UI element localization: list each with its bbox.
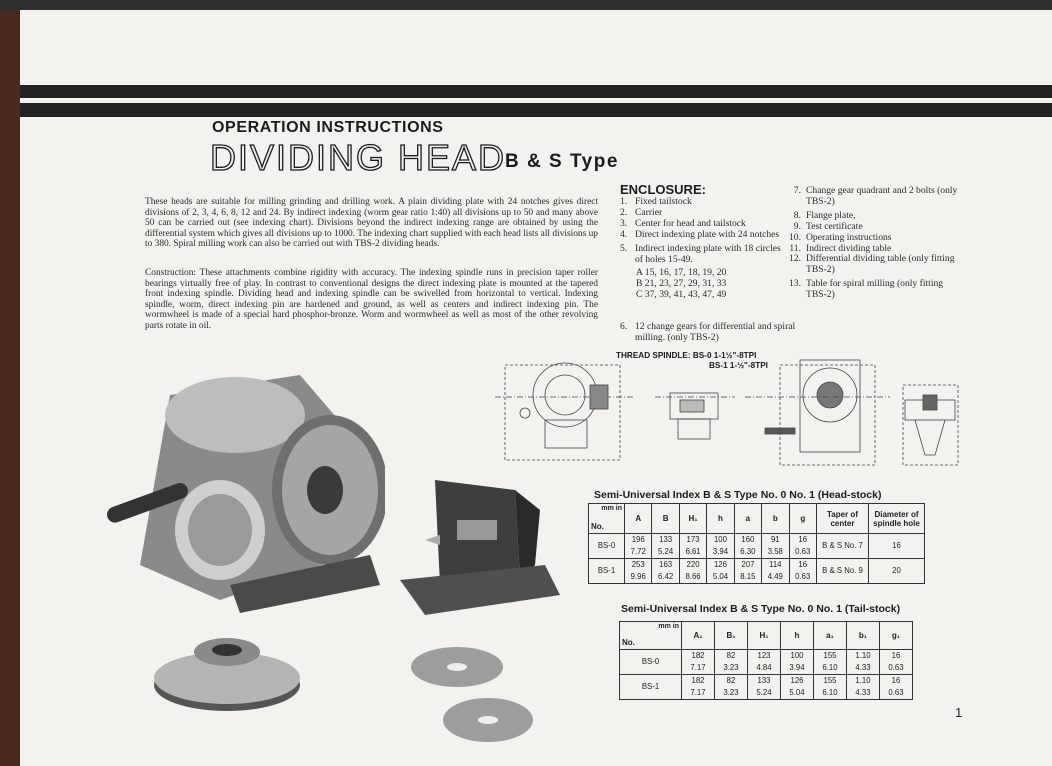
column-header: h <box>781 622 814 650</box>
table-row: BS-1 253 9.96 163 6.42 220 8.66 126 5.04 207 8.15 114 4.49 16 0.63 B & S No. 9 20 <box>589 559 925 584</box>
hole-circle-row: A 15, 16, 17, 18, 19, 20 <box>636 267 727 279</box>
list-item: 9. Test certificate <box>793 220 863 232</box>
header-stripe-top <box>20 85 1052 98</box>
list-item: 5. Indirect indexing plate with 18 circles of holes 15-49. <box>620 242 781 265</box>
table-corner: mm in No. <box>620 622 682 650</box>
table-corner: mm in No. <box>589 504 625 534</box>
tailstock-dimension-table <box>619 621 913 700</box>
column-header: H₁ <box>679 504 706 534</box>
headstock-table-title: Semi-Universal Index B & S Type No. 0 No. 1 (Head-stock) <box>594 489 882 501</box>
indexing-plate-photo <box>410 645 535 750</box>
column-header: B <box>652 504 679 534</box>
list-item: 12. Differential dividing table (only fitting TBS-2) <box>789 253 955 276</box>
column-header: g <box>789 504 816 534</box>
column-header: a <box>734 504 761 534</box>
list-item: 3. Center for head and tailstock <box>620 217 746 229</box>
thread-line-1: THREAD SPINDLE: BS-0 1-1½"-8TPI <box>616 351 757 360</box>
list-item: 6. 12 change gears for differential and spiral milling. (only TBS-2) <box>620 321 796 343</box>
tailstock-photo <box>395 470 565 620</box>
column-header: b <box>762 504 789 534</box>
enclosure-heading: ENCLOSURE: <box>620 182 706 197</box>
enclosure-list-item6 <box>620 322 800 344</box>
page-number: 1 <box>955 705 963 720</box>
column-header: a₁ <box>814 622 847 650</box>
column-header: g₁ <box>880 622 913 650</box>
hole-circle-row: B 21, 23, 27, 29, 31, 33 <box>636 278 727 290</box>
column-header: Diameter of spindle hole <box>869 504 925 534</box>
list-item: 8. Flange plate, <box>793 209 856 221</box>
list-item: 2. Carrier <box>620 206 663 218</box>
table-row: BS-0 196 7.72 133 5.24 173 6.61 100 3.94 160 6.30 91 3.58 16 0.63 B & S No. 7 16 <box>589 534 925 559</box>
list-item: 7. Change gear quadrant and 2 bolts (only TBS-2) <box>793 185 958 207</box>
top-edge <box>0 0 1052 10</box>
column-header: A₁ <box>682 622 715 650</box>
column-header: b₁ <box>847 622 880 650</box>
table-row: BS-1 182 7.17 82 3.23 133 5.24 126 5.04 155 6.10 1.10 4.33 16 0.63 <box>620 675 913 700</box>
tailstock-table-title: Semi-Universal Index B & S Type No. 0 No. 1 (Tail-stock) <box>621 603 901 615</box>
column-header: h <box>707 504 734 534</box>
list-item: 4. Direct indexing plate with 24 notches <box>620 228 780 240</box>
headstock-dimension-table <box>588 503 925 584</box>
list-item: 10. Operating instructions <box>789 231 892 243</box>
column-header: H₁ <box>748 622 781 650</box>
hole-circle-row: C 37, 39, 41, 43, 47, 49 <box>636 289 727 301</box>
list-item: 11. Indirect dividing table <box>789 242 892 254</box>
column-header: A <box>625 504 652 534</box>
flange-plate-photo <box>150 630 305 715</box>
enclosure-list-right <box>786 186 961 301</box>
operation-heading: OPERATION INSTRUCTIONS <box>212 119 444 136</box>
book-spine <box>0 0 20 766</box>
column-header: B₁ <box>715 622 748 650</box>
dividing-head-photo <box>100 355 385 615</box>
header-stripe-bottom <box>20 103 1052 117</box>
list-item: 1. Fixed tailstock <box>620 196 692 207</box>
type-subtitle: B & S Type <box>505 151 619 172</box>
list-item: 13. Table for spiral milling (only fitting TBS-2) <box>789 278 944 301</box>
technical-drawing <box>495 345 965 475</box>
construction-paragraph: Construction: These attachments combine rigidity with accuracy. The indexing spindle runs in precision taper roller bearings virtually free of play. In contrast to conventional designs the direct indexing plate is mounted at the tapered front indexing spindle. Dividing head and indexing spindle can be swivelled from horizontal to vertical. Indexing spindle, worm, direct indexing pin are hardened and ground, as well as centers and indirect indexing pin. The wormwheel is made of a special hard phosphor-bronze. Worm and wormwheel as well as most of the other revolving parts rotate in oil. <box>145 268 598 331</box>
page-title: DIVIDING HEAD <box>210 137 507 178</box>
column-header: Taper of center <box>817 504 869 534</box>
intro-paragraph: These heads are suitable for milling grinding and drilling work. A plain dividing plate with 24 notches gives direct divisions of 2, 3, 4, 6, 8, 12 and 24. By indirect indexing (worm gear ratio 1:40) all divisions up to 50 and many above 50 can be carried out (see indexing chart). Divisions beyond the indirect indexing range are obtained by using the differential system which gives all divisions up to 1000. The indexing chart supplied with each head lists all divisions up to 380. Spiral milling work can also be carried out with TBS-2 dividing heads. <box>145 197 598 250</box>
enclosure-list <box>620 197 782 301</box>
thread-line-2: BS-1 1-½"-8TPI <box>709 361 768 370</box>
table-row: BS-0 182 7.17 82 3.23 123 4.84 100 3.94 155 6.10 1.10 4.33 16 0.63 <box>620 650 913 675</box>
